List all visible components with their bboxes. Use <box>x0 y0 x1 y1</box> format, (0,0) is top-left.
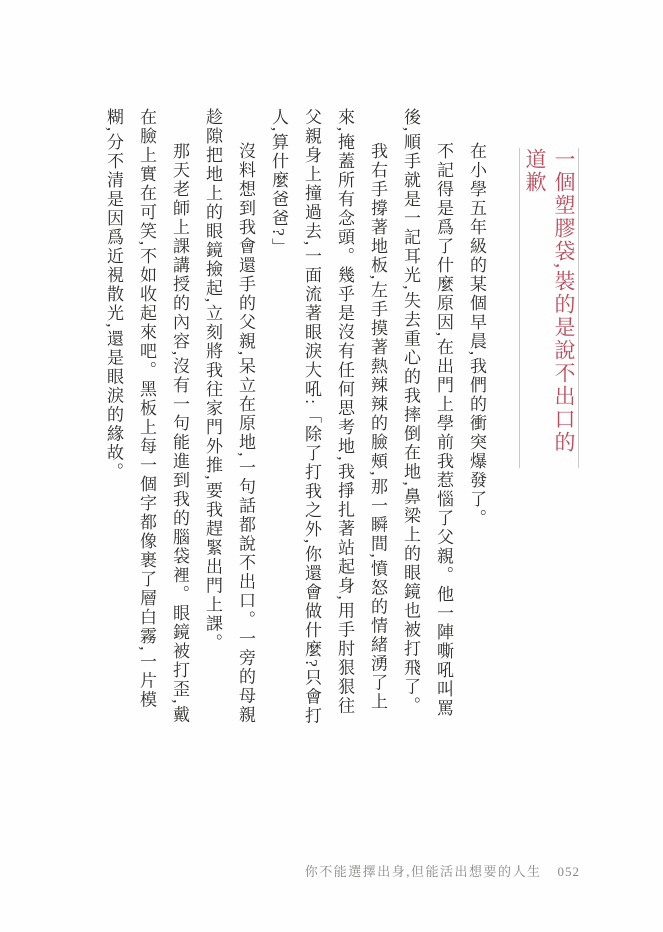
paragraph: 在小學五年級的某個早晨,我們的衝突爆發了。 <box>467 142 486 529</box>
page-number: 052 <box>557 864 580 879</box>
paragraph: 不記得是爲了什麼原因,在出門上學前我惹惱了父親。他一陣嘶吼叫罵後,順手就是一記耳光,失去重心的我摔倒在地,鼻梁上的眼鏡也被打飛了。 <box>401 108 453 719</box>
paragraph: 那天老師上課講授的內容,沒有一句能進到我的腦袋裡。眼鏡被打歪,戴在臉上實在可笑,不如收起來吧。黑板上每一個字都像裹了層白霧,一片模糊,分不清是因爲近視散光,還是眼淚的緣故。 <box>104 108 189 725</box>
vertical-text-block <box>104 108 579 734</box>
running-title: 你不能選擇出身,但能活出想要的人生 <box>304 864 542 879</box>
body-paragraphs <box>97 108 493 734</box>
paragraph: 沒料想到我會還手的父親,呆立在原地,一句話都說不出口。一旁的母親趁隙把地上的眼鏡撿起,立刻將我往家門外推,要我趕緊出門上課。 <box>203 108 255 725</box>
paragraph: 我右手撐著地板,左手摸著熱辣辣的臉頰,那一瞬間,憤怒的情緒湧了上來,掩蓋所有念頭。幾乎是沒有任何思考地,我掙扎著站起身,用手肘狠狠往父親身上撞過去,一面流著眼淚大吼:「除了打我之外,你還會做什麼?只會打人,算什麼爸爸?」 <box>269 108 387 726</box>
page-footer <box>305 861 580 880</box>
chapter-title: 一個塑膠袋,裝的是說不出口的道歉 <box>519 148 579 468</box>
